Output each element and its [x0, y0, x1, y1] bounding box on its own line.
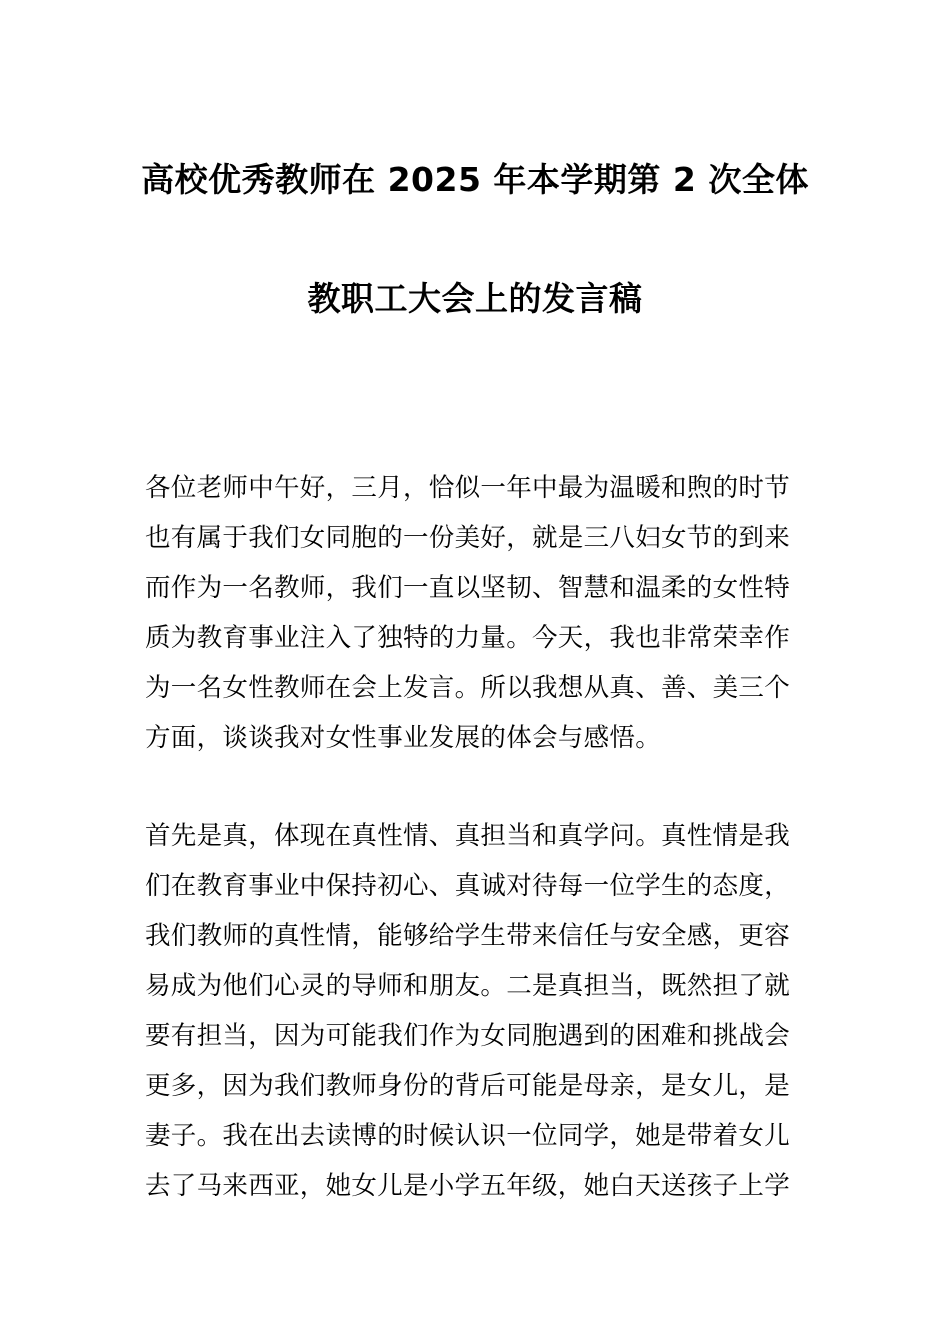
- document-title-line-1: 高校优秀教师在 2025 年本学期第 2 次全体: [141, 160, 809, 199]
- paragraph-1-line-6: 方面，谈谈我对女性事业发展的体会与感悟。: [145, 723, 662, 753]
- paragraph-1-line-4: 质为教育事业注入了独特的力量。今天，我也非常荣幸作: [145, 623, 791, 653]
- paragraph-1-line-5: 为一名女性教师在会上发言。所以我想从真、善、美三个: [145, 673, 791, 703]
- paragraph-2-line-4: 易成为他们心灵的导师和朋友。二是真担当，既然担了就: [145, 971, 791, 1001]
- paragraph-2-line-3: 我们教师的真性情，能够给学生带来信任与安全感，更容: [145, 921, 791, 951]
- paragraph-2-line-8: 去了马来西亚，她女儿是小学五年级，她白天送孩子上学: [145, 1171, 791, 1201]
- document-title-line-2: 教职工大会上的发言稿: [307, 279, 643, 318]
- paragraph-2-line-1: 首先是真，体现在真性情、真担当和真学问。真性情是我: [145, 821, 791, 851]
- paragraph-1-line-2: 也有属于我们女同胞的一份美好，就是三八妇女节的到来: [145, 523, 791, 553]
- paragraph-2-line-6: 更多，因为我们教师身份的背后可能是母亲，是女儿，是: [145, 1071, 791, 1101]
- paragraph-1-line-3: 而作为一名教师，我们一直以坚韧、智慧和温柔的女性特: [145, 573, 791, 603]
- paragraph-1-line-1: 各位老师中午好，三月，恰似一年中最为温暖和煦的时节: [145, 473, 791, 503]
- paragraph-2-line-7: 妻子。我在出去读博的时候认识一位同学，她是带着女儿: [145, 1121, 791, 1151]
- paragraph-2-line-5: 要有担当，因为可能我们作为女同胞遇到的困难和挑战会: [145, 1021, 791, 1051]
- paragraph-2-line-2: 们在教育事业中保持初心、真诚对待每一位学生的态度，: [145, 871, 791, 901]
